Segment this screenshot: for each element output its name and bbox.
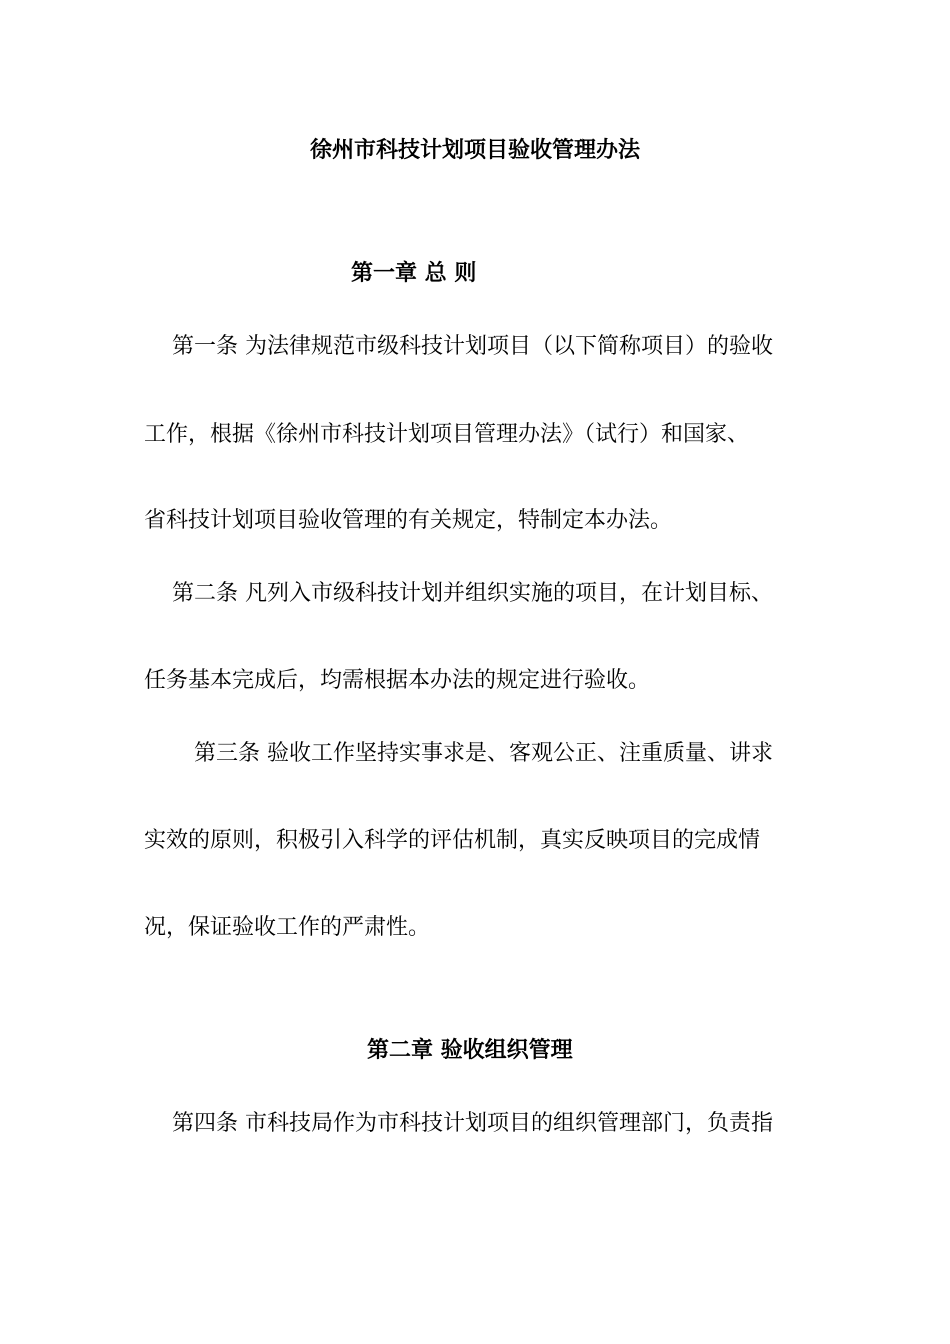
article-4-line-1: 第四条 市科技局作为市科技计划项目的组织管理部门，负责指: [172, 1111, 773, 1136]
chapter-1-heading: 第一章 总 则: [351, 261, 477, 286]
chapter-2-heading: 第二章 验收组织管理: [367, 1038, 573, 1063]
article-3-line-2: 实效的原则，积极引入科学的评估机制，真实反映项目的完成情: [144, 828, 761, 853]
article-3-line-3: 况，保证验收工作的严肃性。: [144, 915, 431, 940]
article-1-line-2: 工作，根据《徐州市科技计划项目管理办法》（试行）和国家、: [144, 422, 750, 447]
article-2-line-1: 第二条 凡列入市级科技计划并组织实施的项目，在计划目标、: [172, 581, 773, 606]
article-2-line-2: 任务基本完成后，均需根据本办法的规定进行验收。: [144, 668, 651, 693]
article-3-line-1: 第三条 验收工作坚持实事求是、客观公正、注重质量、讲求: [194, 741, 773, 766]
article-1-line-1: 第一条 为法律规范市级科技计划项目（以下简称项目）的验收: [172, 334, 773, 359]
article-1-line-3: 省科技计划项目验收管理的有关规定，特制定本办法。: [144, 508, 673, 533]
document-title: 徐州市科技计划项目验收管理办法: [309, 138, 640, 163]
